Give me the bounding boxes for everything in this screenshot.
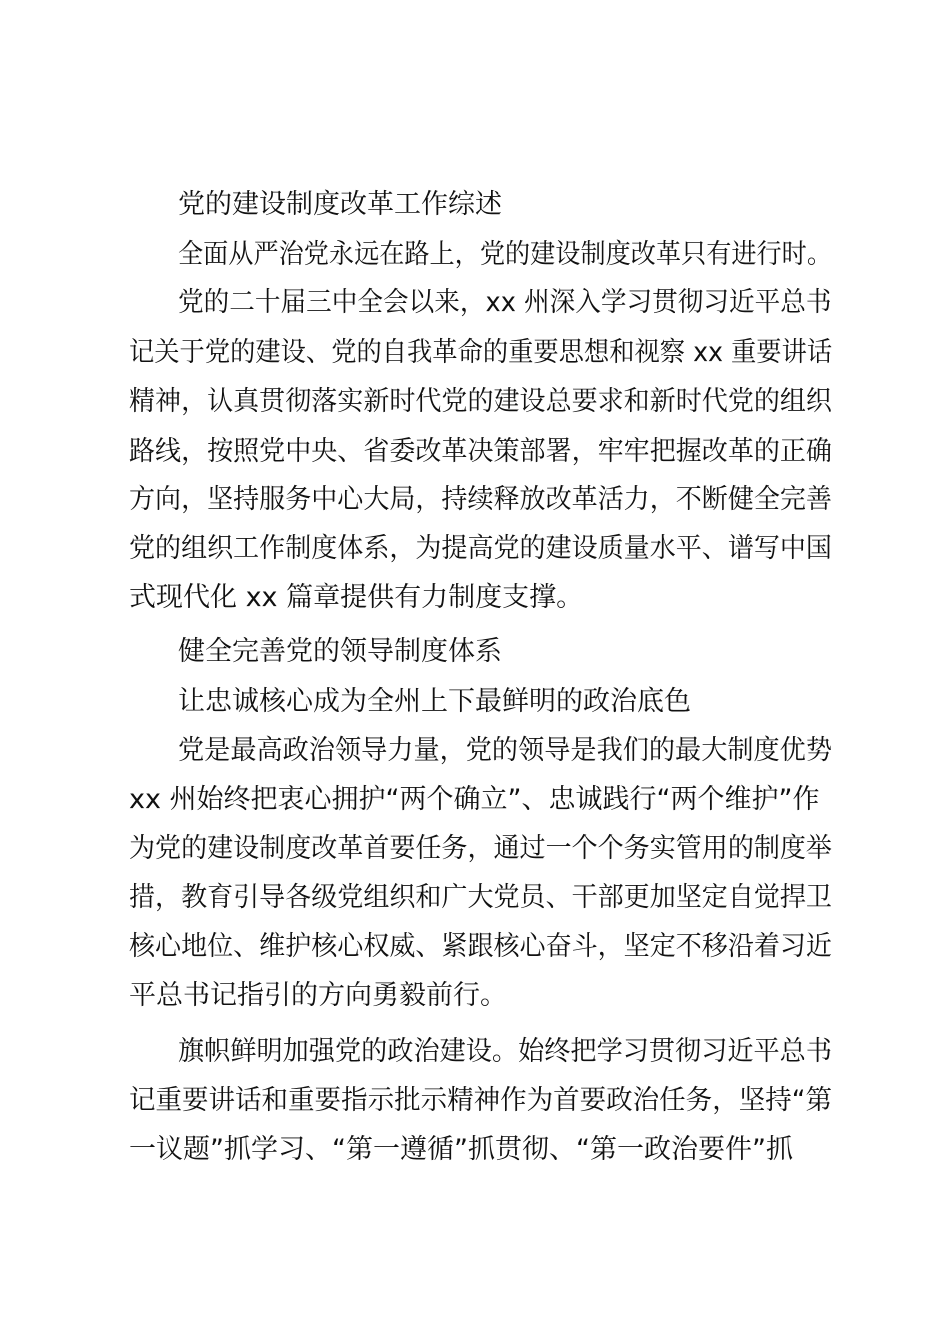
paragraph-line: 党是最高政治领导力量，党的领导是我们的最大制度优势 [178, 735, 833, 766]
paragraph-line: 一议题”抓学习、“第一遵循”抓贯彻、“第一政治要件”抓 [129, 1134, 793, 1165]
section-subheading: 让忠诚核心成为全州上下最鲜明的政治底色 [178, 686, 691, 717]
paragraph-line: 党的组织工作制度体系，为提高党的建设质量水平、谱写中国 [129, 533, 832, 564]
document-title: 党的建设制度改革工作综述 [178, 189, 502, 220]
paragraph-line: 党的二十届三中全会以来，xx 州深入学习贯彻习近平总书 [178, 287, 832, 318]
paragraph-line: 为党的建设制度改革首要任务，通过一个个务实管用的制度举 [129, 833, 832, 864]
paragraph-line: 措，教育引导各级党组织和广大党员、干部更加坚定自觉捍卫 [129, 882, 832, 913]
paragraph-line: 式现代化 xx 篇章提供有力制度支撑。 [129, 582, 584, 613]
paragraph-line: 旗帜鲜明加强党的政治建设。始终把学习贯彻习近平总书 [178, 1036, 833, 1067]
paragraph-line: 方向，坚持服务中心大局，持续释放改革活力，不断健全完善 [129, 484, 832, 515]
paragraph-line: 精神，认真贯彻落实新时代党的建设总要求和新时代党的组织 [129, 386, 832, 417]
paragraph-line: xx 州始终把衷心拥护“两个确立”、忠诚践行“两个维护”作 [129, 784, 820, 815]
paragraph-line: 核心地位、维护核心权威、紧跟核心奋斗，坚定不移沿着习近 [129, 931, 832, 962]
paragraph-line: 平总书记指引的方向勇毅前行。 [129, 980, 507, 1011]
section-heading: 健全完善党的领导制度体系 [178, 636, 502, 667]
paragraph-line: 记关于党的建设、党的自我革命的重要思想和视察 xx 重要讲话 [129, 337, 833, 368]
paragraph-line: 全面从严治党永远在路上，党的建设制度改革只有进行时。 [178, 239, 832, 270]
paragraph-line: 记重要讲话和重要指示批示精神作为首要政治任务，坚持“第 [129, 1085, 832, 1116]
paragraph-line: 路线，按照党中央、省委改革决策部署，牢牢把握改革的正确 [129, 436, 832, 467]
